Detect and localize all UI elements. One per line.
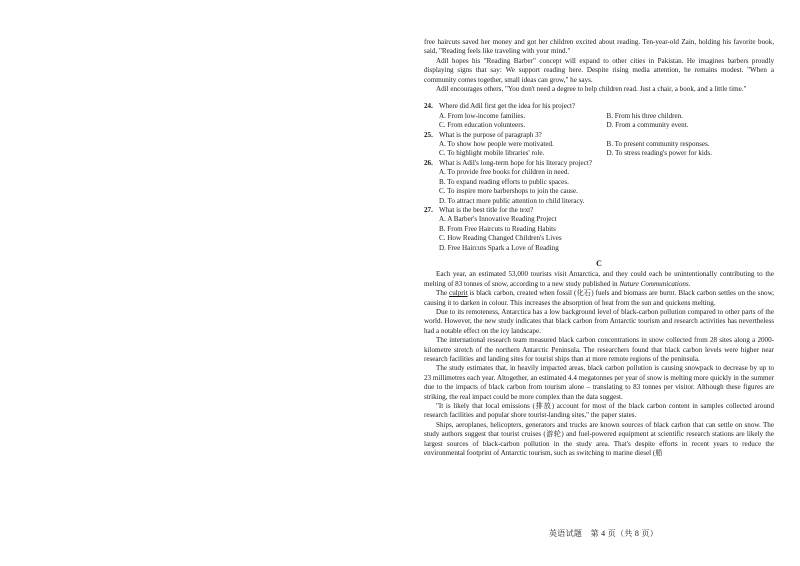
section-c-paragraph: The international research team measured black carbon concentrations in snow collected from 28 sites along a 2000-kilometre stretch of the northern Antarctic Peninsula. The researchers found that black carbon levels were higher near research facilities and landing sites for tourist ships than at more remote regions of the peninsula.	[424, 336, 774, 363]
question-text: What is the purpose of paragraph 3?	[439, 130, 542, 139]
option-c: C. From education volunteers.	[439, 121, 526, 130]
passage-b-paragraph: Adil hopes his "Reading Barber" concept will expand to other cities in Pakistan. He imagines barbers proudly displaying signs that say: We support reading here. Despite rising media attention, he remains modest. "When a community comes together, small ideas can grow," he says.	[424, 56, 774, 84]
question-text: What is Adil's long-term hope for his literacy project?	[439, 158, 592, 167]
option-b: B. To expand reading efforts to public spaces.	[439, 177, 569, 186]
option-d: D. To stress reading's power for kids.	[606, 149, 712, 158]
option-d: D. To attract more public attention to child literacy.	[439, 196, 585, 205]
question-text: What is the best title for the text?	[439, 205, 534, 214]
option-d: D. From a community event.	[606, 121, 689, 130]
section-c-paragraph: Ships, aeroplanes, helicopters, generators and trucks are known sources of black carbon that can settle on snow. The study authors suggest that tourist cruises (游轮) and fuel-powered equipment at scientific research stations are likely the largest sources of black-carbon pollution in the study area. That's despite efforts in recent years to reduce the environmental footprint of Antarctic tourism, such as switching to marine diesel (船	[424, 420, 774, 458]
option-b: B. From his three children.	[606, 111, 683, 120]
question-26	[424, 159, 774, 206]
question-number: 25.	[424, 130, 433, 139]
question-25	[424, 131, 774, 159]
section-c-paragraph: The culprit is black carbon, created when fossil (化石) fuels and biomass are burnt. Black carbon settles on the snow, causing it to darken in colour. This increases the absorption of heat from the sun and quickens melting.	[424, 289, 774, 307]
option-a: A. To show how people were motivated.	[439, 140, 554, 149]
option-a: A. A Barber's Innovative Reading Project	[439, 215, 557, 224]
option-a: A. From low-income families.	[439, 111, 526, 120]
section-c-paragraph: Due to its remoteness, Antarctica has a low background level of black-carbon pollution compared to other parts of the world. However, the new study indicates that black carbon from Antarctic tourism and research activities has nevertheless had a notable effect on the icy landscape.	[424, 307, 774, 335]
option-b: B. From Free Haircuts to Reading Habits	[439, 224, 556, 233]
option-c: C. How Reading Changed Children's Lives	[439, 234, 562, 243]
question-text: Where did Adil first get the idea for his project?	[439, 102, 576, 111]
option-c: C. To highlight mobile libraries' role.	[439, 149, 545, 158]
option-c: C. To inspire more barbershops to join the cause.	[439, 187, 578, 196]
section-c-paragraph: The study estimates that, in heavily impacted areas, black carbon pollution is causing snowpack to decrease by up to 23 millimetres each year. Altogether, an estimated 4.4 megatonnes per year of snow is melting more quickly in the summer due to the impacts of black carbon from tourism alone – translating to 83 tonnes per visitor. Although these figures are striking, the real impact could be more complex than the data suggest.	[424, 364, 774, 401]
option-a: A. To provide free books for children in need.	[439, 168, 570, 177]
question-24	[424, 102, 774, 130]
passage-b-paragraph: Adil encourages others, "You don't need a degree to help children read. Just a chair, a book, and a little time."	[436, 85, 747, 94]
question-number: 27.	[424, 205, 433, 214]
passage-b-paragraph: free haircuts saved her money and got her children excited about reading. Ten-year-old Zain, holding his favorite book, said, "Reading feels like traveling with your mind."	[424, 38, 774, 56]
question-number: 26.	[424, 158, 433, 167]
page-content	[424, 38, 774, 458]
section-c-paragraph: "It is likely that local emissions (排放) account for most of the black carbon content in samples collected around research facilities and popular shore tourist-landing sites," the paper states.	[424, 402, 774, 420]
journal-name: Nature Communications	[619, 279, 689, 288]
page-footer: 英语试题 第 4 页（共 8 页）	[549, 529, 659, 538]
question-number: 24.	[424, 102, 433, 111]
option-d: D. Free Haircuts Spark a Love of Reading	[439, 243, 559, 252]
underlined-word: culprit	[449, 289, 468, 298]
option-b: B. To present community responses.	[606, 140, 710, 149]
question-27	[424, 206, 774, 253]
section-c-title: C	[596, 258, 602, 268]
section-c-paragraph: Each year, an estimated 53,000 tourists visit Antarctica, and they could each be unintentionally contributing to the melting of 83 tonnes of snow, according to a new study published in Nature Communications.	[424, 270, 774, 288]
